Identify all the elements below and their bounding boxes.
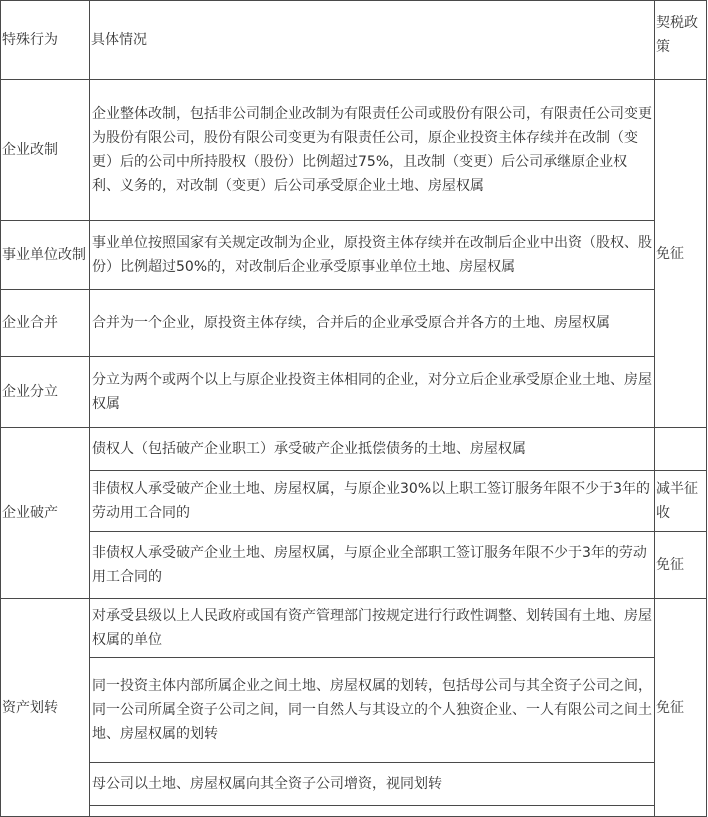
policy-half-reduction: 减半征收	[655, 471, 707, 532]
table-row	[1, 290, 707, 357]
policy-exempt-bankruptcy: 免征	[655, 532, 707, 599]
behavior-institution-restructure: 事业单位改制	[1, 221, 90, 290]
detail-transfer-cutoff	[90, 806, 655, 817]
detail-transfer-same-investor: 同一投资主体内部所属企业之间土地、房屋权属的划转，包括母公司与其全资子公司之间，同一公司所属全资子公司之间，同一自然人与其设立的个人独资企业、一人有限公司之间土地、房屋权属的划转	[90, 658, 655, 763]
behavior-asset-transfer: 资产划转	[1, 599, 90, 817]
detail-transfer-government: 对承受县级以上人民政府或国有资产管理部门按规定进行行政性调整、划转国有土地、房屋权属的单位	[90, 599, 655, 658]
detail-bankruptcy-30pct: 非债权人承受破产企业土地、房屋权属，与原企业30%以上职工签订服务年限不少于3年的劳动用工合同的	[90, 471, 655, 532]
behavior-merger: 企业合并	[1, 290, 90, 357]
behavior-split: 企业分立	[1, 357, 90, 428]
behavior-bankruptcy: 企业破产	[1, 428, 90, 599]
policy-exempt-group1: 免征	[655, 80, 707, 428]
detail-merger: 合并为一个企业，原投资主体存续，合并后的企业承受原合并各方的土地、房屋权属	[90, 290, 655, 357]
table-header-row	[1, 1, 707, 80]
table-row	[1, 357, 707, 428]
policy-exempt-transfer: 免征	[655, 599, 707, 817]
detail-institution-restructure: 事业单位按照国家有关规定改制为企业，原投资主体存续并在改制后企业中出资（股权、股份）比例超过50%的，对改制后企业承受原事业单位土地、房屋权属	[90, 221, 655, 290]
header-special-behavior: 特殊行为	[1, 1, 90, 80]
policy-bankruptcy-creditor	[655, 428, 707, 471]
table-row	[1, 763, 707, 806]
detail-transfer-capital-increase: 母公司以土地、房屋权属向其全资子公司增资，视同划转	[90, 763, 655, 806]
table-row	[1, 221, 707, 290]
table-row	[1, 658, 707, 763]
detail-corp-restructure: 企业整体改制，包括非公司制企业改制为有限责任公司或股份有限公司，有限责任公司变更为股份有限公司，股份有限公司变更为有限责任公司，原企业投资主体存续并在改制（变更）后的公司中所持股权（股份）比例超过75%，且改制（变更）后公司承继原企业权利、义务的，对改制（变更）后公司承受原企业土地、房屋权属	[90, 80, 655, 221]
table-row	[1, 599, 707, 658]
header-specific-situation: 具体情况	[90, 1, 655, 80]
detail-bankruptcy-creditor: 债权人（包括破产企业职工）承受破产企业抵偿债务的土地、房屋权属	[90, 428, 655, 471]
header-deed-tax-policy: 契税政策	[655, 1, 707, 80]
table-row	[1, 471, 707, 532]
behavior-corp-restructure: 企业改制	[1, 80, 90, 221]
table-row	[1, 428, 707, 471]
table-row	[1, 532, 707, 599]
detail-bankruptcy-all-staff: 非债权人承受破产企业土地、房屋权属，与原企业全部职工签订服务年限不少于3年的劳动用工合同的	[90, 532, 655, 599]
table-row	[1, 80, 707, 221]
table-row	[1, 806, 707, 817]
detail-split: 分立为两个或两个以上与原企业投资主体相同的企业，对分立后企业承受原企业土地、房屋权属	[90, 357, 655, 428]
